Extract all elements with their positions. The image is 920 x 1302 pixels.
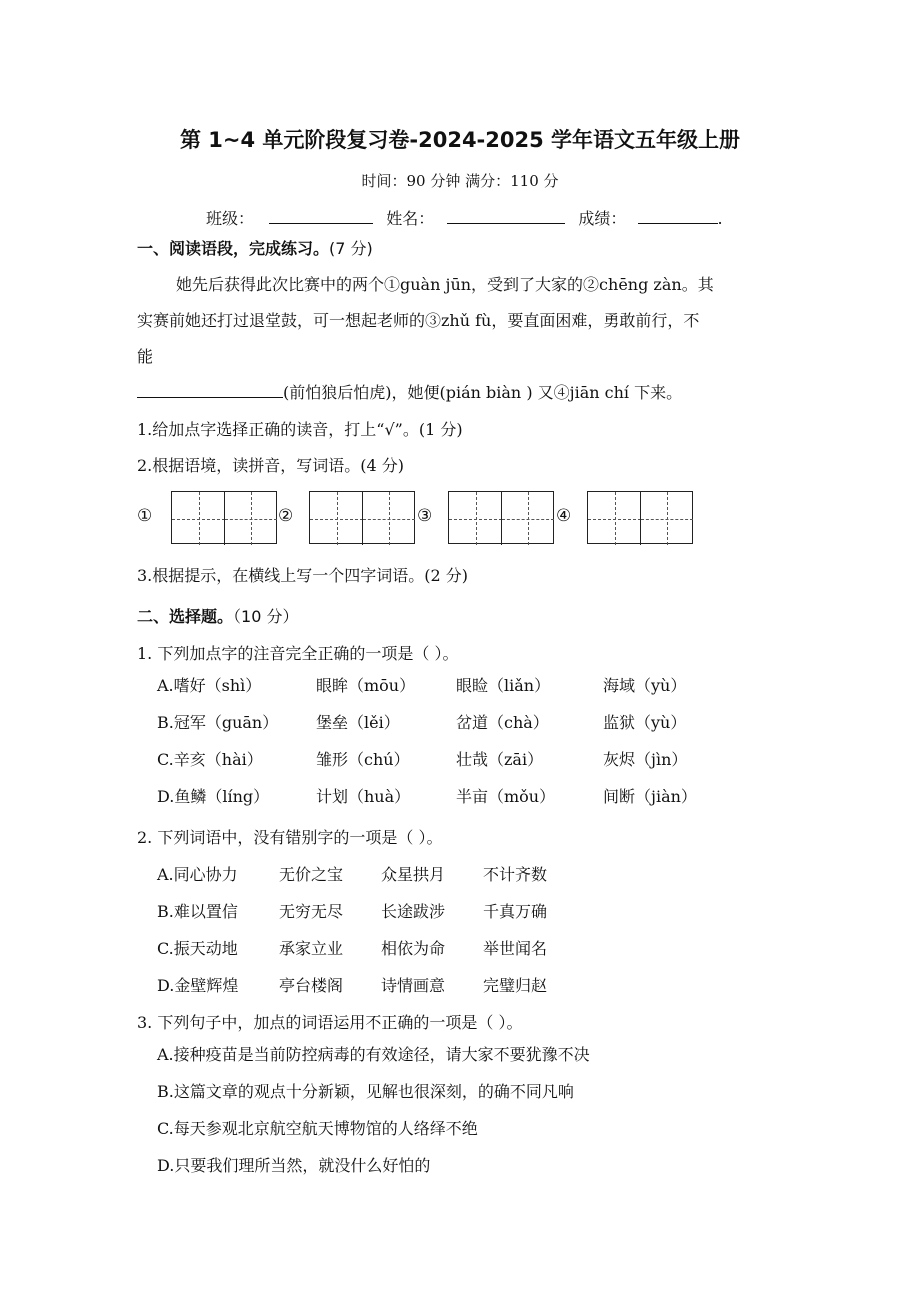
grid-cell[interactable]: [449, 492, 502, 545]
grid-cell[interactable]: [640, 492, 693, 545]
writing-grid-4[interactable]: [587, 491, 693, 544]
score-label: 成绩：: [578, 209, 627, 228]
circle-1: ①: [137, 506, 153, 526]
class-label: 班级：: [206, 209, 255, 228]
q1-option-d-item-4: 间断（jiàn）: [603, 787, 697, 806]
question-2-1-stem: 1. 下列加点字的注音完全正确的一项是（ ）。: [137, 644, 459, 663]
q2-option-d-item-1[interactable]: D.金壁辉煌: [157, 976, 239, 995]
q1-option-d-item-3: 半亩（mǒu）: [456, 787, 556, 806]
q2-option-d-item-4: 完璧归赵: [483, 976, 548, 995]
name-blank[interactable]: [447, 209, 565, 224]
q1-option-a-item-1[interactable]: A.嗜好（shì）: [157, 676, 262, 695]
question-1-1: 1.给加点字选择正确的读音，打上“√”。(1 分): [137, 420, 463, 439]
exam-meta: 时间：90 分钟 满分：110 分: [361, 172, 559, 190]
idiom-answer-blank[interactable]: [137, 383, 283, 398]
student-info-row: [206, 206, 723, 229]
question-1-3: 3.根据提示，在横线上写一个四字词语。(2 分): [137, 566, 469, 585]
q2-option-b-item-4: 千真万确: [483, 902, 548, 921]
class-blank[interactable]: [269, 209, 373, 224]
question-1-2: 2.根据语境，读拼音，写词语。(4 分): [137, 456, 405, 475]
q1-option-d-item-1[interactable]: D.鱼鳞（líng）: [157, 787, 270, 806]
q3-option-b[interactable]: B.这篇文章的观点十分新颖，见解也很深刻，的确不同凡响: [157, 1082, 574, 1101]
grid-cell[interactable]: [588, 492, 641, 545]
passage-line-1: 她先后获得此次比赛中的两个①guàn jūn，受到了大家的②chēng zàn。其: [176, 275, 714, 294]
question-2-2-stem: 2. 下列词语中，没有错别字的一项是（ ）。: [137, 828, 443, 847]
grid-cell[interactable]: [362, 492, 415, 545]
writing-grid-2[interactable]: [309, 491, 415, 544]
passage-line-2: 实赛前她还打过退堂鼓，可一想起老师的③zhǔ fù，要直面困难，勇敢前行，不: [137, 311, 700, 330]
section-1-title: 一、阅读语段，完成练习。: [137, 239, 330, 258]
q2-option-b-item-1[interactable]: B.难以置信: [157, 902, 238, 921]
passage-line-4: [137, 380, 682, 403]
section-1-heading: [137, 236, 373, 259]
section-2-points: （10 分）: [233, 607, 299, 626]
question-2-3-stem: 3. 下列句子中，加点的词语运用不正确的一项是（ ）。: [137, 1013, 523, 1032]
q2-option-a-item-1[interactable]: A.同心协力: [157, 865, 238, 884]
q2-option-a-item-3: 众星拱月: [381, 865, 446, 884]
q1-option-b-item-2: 堡垒（lěi）: [316, 713, 400, 732]
q2-option-c-item-4: 举世闻名: [483, 939, 548, 958]
q2-option-b-item-3: 长途跋涉: [381, 902, 446, 921]
q3-option-c[interactable]: C.每天参观北京航空航天博物馆的人络绎不绝: [157, 1119, 478, 1138]
name-label: 姓名：: [386, 209, 435, 228]
q1-option-a-item-4: 海域（yù）: [603, 676, 687, 695]
section-2-heading: [137, 604, 298, 627]
q1-option-c-item-4: 灰烬（jìn）: [603, 750, 688, 769]
writing-grid-3[interactable]: [448, 491, 554, 544]
q2-option-c-item-2: 承家立业: [279, 939, 344, 958]
page-title: 第 1~4 单元阶段复习卷-2024-2025 学年语文五年级上册: [179, 128, 741, 152]
q2-option-b-item-2: 无穷无尽: [279, 902, 344, 921]
q1-option-d-item-2: 计划（huà）: [316, 787, 411, 806]
q1-option-a-item-2: 眼眸（mōu）: [316, 676, 416, 695]
score-end: .: [717, 209, 723, 228]
q2-option-d-item-3: 诗情画意: [381, 976, 446, 995]
q2-option-c-item-1[interactable]: C.振天动地: [157, 939, 238, 958]
grid-cell[interactable]: [172, 492, 225, 545]
grid-cell[interactable]: [224, 492, 277, 545]
q1-option-c-item-2: 雏形（chú）: [316, 750, 410, 769]
q2-option-c-item-3: 相依为命: [381, 939, 446, 958]
q1-option-b-item-3: 岔道（chà）: [456, 713, 549, 732]
q2-option-d-item-2: 亭台楼阁: [279, 976, 344, 995]
q1-option-b-item-4: 监狱（yù）: [603, 713, 687, 732]
grid-cell[interactable]: [501, 492, 554, 545]
passage-line-4-a: (前怕狼后怕虎)，她便: [283, 383, 440, 402]
writing-grid-row: [137, 491, 707, 545]
circle-3: ③: [417, 506, 433, 526]
q1-option-c-item-1[interactable]: C.辛亥（hài）: [157, 750, 263, 769]
passage-line-3: 能: [137, 347, 154, 366]
q2-option-a-item-4: 不计齐数: [483, 865, 548, 884]
circle-4: ④: [556, 506, 572, 526]
q3-option-a[interactable]: A.接种疫苗是当前防控病毒的有效途径，请大家不要犹豫不决: [157, 1045, 590, 1064]
q1-option-b-item-1[interactable]: B.冠军（guān）: [157, 713, 279, 732]
q3-option-d[interactable]: D.只要我们理所当然，就没什么好怕的: [157, 1156, 431, 1175]
section-2-title: 二、选择题。: [137, 607, 234, 626]
q2-option-a-item-2: 无价之宝: [279, 865, 344, 884]
q1-option-a-item-3: 眼睑（liǎn）: [456, 676, 551, 695]
circle-2: ②: [278, 506, 294, 526]
section-1-points: (7 分): [329, 239, 373, 258]
q1-option-c-item-3: 壮哉（zāi）: [456, 750, 544, 769]
score-blank[interactable]: [638, 209, 718, 224]
grid-cell[interactable]: [310, 492, 363, 545]
writing-grid-1[interactable]: [171, 491, 277, 544]
passage-line-4-b: (pián biàn ) 又④jiān chí 下来。: [439, 383, 683, 402]
